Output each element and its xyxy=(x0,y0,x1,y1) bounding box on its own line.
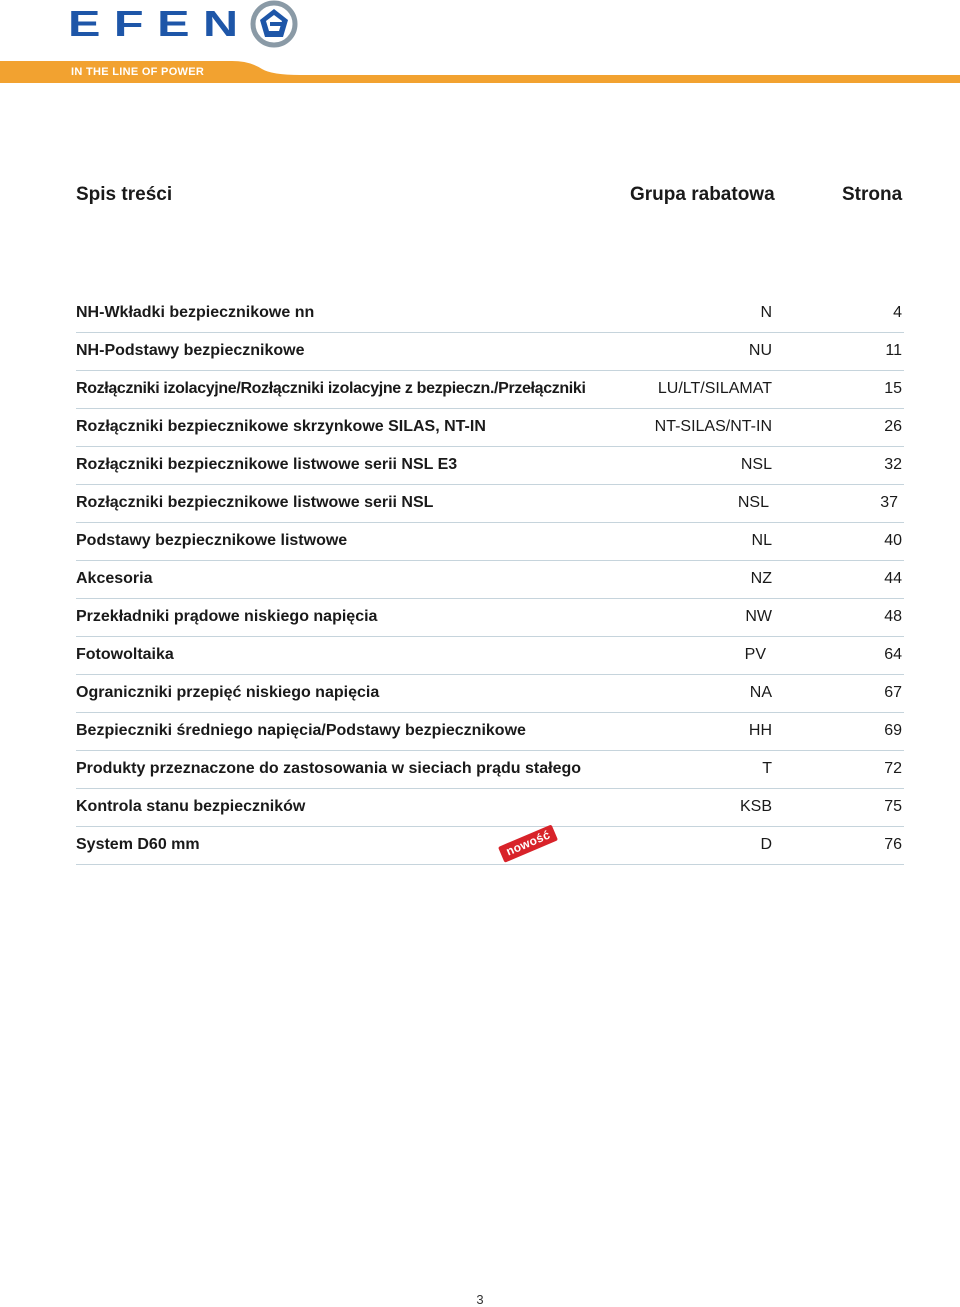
toc-row[interactable] xyxy=(76,295,904,333)
toc-page: 75 xyxy=(884,798,902,815)
toc-title: NH-Wkładki bezpiecznikowe nn xyxy=(76,304,315,321)
page-header xyxy=(0,0,960,90)
toc-page: 48 xyxy=(884,608,902,625)
toc-page: 64 xyxy=(884,646,902,663)
toc-group: NA xyxy=(749,684,772,701)
toc-group: NW xyxy=(745,608,772,625)
toc-row[interactable] xyxy=(76,827,904,865)
tagline: IN THE LINE OF POWER xyxy=(71,66,205,78)
page-number: 3 xyxy=(476,1292,484,1307)
page-heading: Strona xyxy=(842,184,903,205)
toc-row[interactable] xyxy=(76,333,904,371)
toc-group: LU/LT/SILAMAT xyxy=(657,380,772,397)
toc-title: Ograniczniki przepięć niskiego napięcia xyxy=(76,684,380,701)
toc-title: Rozłączniki bezpiecznikowe listwowe serii NSL xyxy=(76,494,434,511)
toc-group: KSB xyxy=(739,798,772,815)
contents-heading: Spis treści xyxy=(76,184,173,205)
toc-group: D xyxy=(760,836,772,853)
toc-title: Produkty przeznaczone do zastosowania w sieciach prądu stałego xyxy=(76,760,582,777)
toc-page: 40 xyxy=(884,532,902,549)
toc-row[interactable] xyxy=(76,561,904,599)
toc-title: Rozłączniki bezpiecznikowe listwowe serii NSL E3 xyxy=(76,456,458,473)
toc-page: 15 xyxy=(884,380,902,397)
toc-group: NSL xyxy=(737,494,769,511)
toc-group: NSL xyxy=(740,456,772,473)
toc-row[interactable] xyxy=(76,675,904,713)
toc-page: 67 xyxy=(884,684,902,701)
toc-row[interactable] xyxy=(76,447,904,485)
toc-title: System D60 mm xyxy=(76,836,200,853)
toc-group: PV xyxy=(744,646,766,663)
toc-page: 69 xyxy=(884,722,902,739)
toc-row[interactable] xyxy=(76,713,904,751)
toc-row[interactable] xyxy=(76,485,904,523)
toc-title: Kontrola stanu bezpieczników xyxy=(76,798,306,815)
toc-title: Rozłączniki izolacyjne/Rozłączniki izolacyjne z bezpieczn./Przełączniki xyxy=(76,380,586,397)
toc-row[interactable] xyxy=(76,599,904,637)
toc-title: NH-Podstawy bezpiecznikowe xyxy=(76,342,305,359)
toc-group: NZ xyxy=(750,570,772,587)
toc-group: HH xyxy=(748,722,772,739)
toc-page: 37 xyxy=(880,494,898,511)
toc-page: 72 xyxy=(884,760,902,777)
toc-page: 26 xyxy=(884,418,902,435)
efen-logo-icon xyxy=(250,0,298,48)
toc-group: NL xyxy=(751,532,772,549)
group-heading: Grupa rabatowa xyxy=(630,184,775,205)
toc-row[interactable] xyxy=(76,523,904,561)
toc-page: 11 xyxy=(885,342,902,359)
new-badge: nowość xyxy=(498,824,558,863)
toc-title: Bezpieczniki średniego napięcia/Podstawy bezpiecznikowe xyxy=(76,722,526,739)
toc-group: N xyxy=(760,304,772,321)
toc-group: NU xyxy=(748,342,772,359)
toc-row[interactable] xyxy=(76,371,904,409)
table-of-contents xyxy=(76,295,904,865)
toc-title: Podstawy bezpiecznikowe listwowe xyxy=(76,532,348,549)
efen-logo-text: EFEN xyxy=(68,3,252,44)
toc-page: 4 xyxy=(893,304,902,321)
toc-row[interactable] xyxy=(76,751,904,789)
toc-page: 32 xyxy=(884,456,902,473)
toc-page: 44 xyxy=(884,570,902,587)
toc-group: NT-SILAS/NT-IN xyxy=(654,418,772,435)
toc-title: Akcesoria xyxy=(76,570,153,587)
toc-row[interactable] xyxy=(76,409,904,447)
toc-row[interactable] xyxy=(76,789,904,827)
toc-row[interactable] xyxy=(76,637,904,675)
toc-title: Rozłączniki bezpiecznikowe skrzynkowe SILAS, NT-IN xyxy=(76,418,486,435)
toc-page: 76 xyxy=(884,836,902,853)
toc-title: Fotowoltaika xyxy=(76,646,174,663)
toc-group: T xyxy=(762,760,772,777)
toc-title: Przekładniki prądowe niskiego napięcia xyxy=(76,608,378,625)
